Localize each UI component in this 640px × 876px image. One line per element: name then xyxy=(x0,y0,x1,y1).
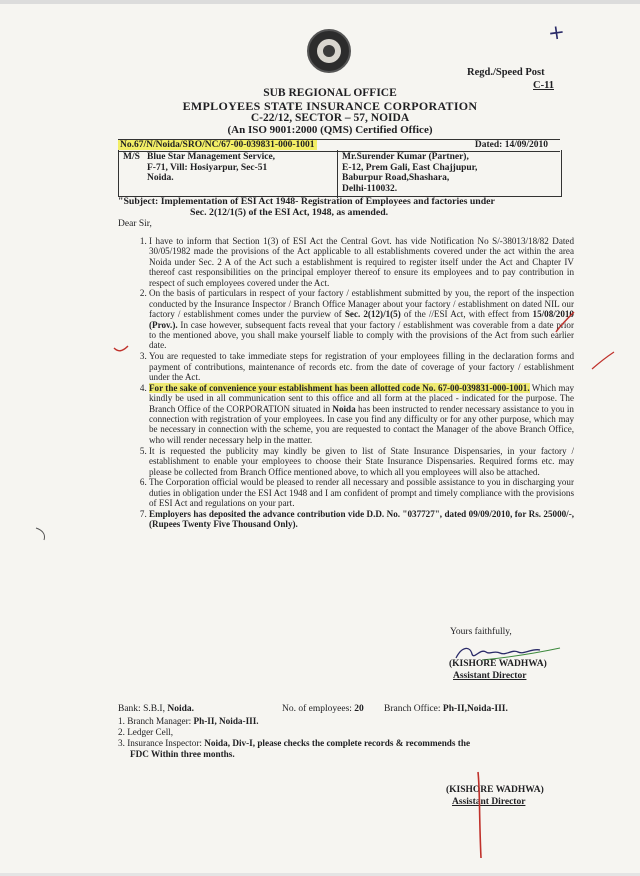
office-address: C-22/12, SECTOR – 57, NOIDA xyxy=(250,112,410,124)
red-pen-mark-icon xyxy=(470,770,490,860)
paragraph-6 xyxy=(149,477,574,508)
subject-line xyxy=(118,197,558,218)
cc-1-label: 1. Branch Manager: xyxy=(118,716,192,726)
paragraph-4 xyxy=(149,383,574,445)
organisation-name: EMPLOYEES STATE INSURANCE CORPORATION xyxy=(182,99,478,113)
cc-item-2: 2. Ledger Cell, xyxy=(118,727,174,737)
yours-faithfully: Yours faithfully, xyxy=(450,627,512,637)
copy-to-list xyxy=(118,716,558,760)
esic-emblem-icon xyxy=(307,29,351,73)
paragraph-2-effective-date: 15/08/2010 (Prov.). xyxy=(149,309,574,330)
cc-3-value: Noida, Div-I, please checks the complete records & recommends the xyxy=(204,738,471,748)
signatory-name-2: (KISHORE WADHWA) xyxy=(446,785,544,795)
paragraph-2-text-e: In case however, subsequent facts reveal that your factory / establishment was coverable from a date prior to the mentioned above, you shall make yourself liable to comply with the provisions of the Act from such earlier date. xyxy=(149,319,574,351)
paragraph-7 xyxy=(149,509,574,530)
signatory-name: (KISHORE WADHWA) xyxy=(449,659,547,669)
paragraph-5 xyxy=(149,446,574,477)
branch-office-label: Branch Office: xyxy=(384,704,441,714)
cc-item-1 xyxy=(118,716,558,727)
reference-number: No.67/N/Noida/SRO/NC/67-00-039831-000-1001 xyxy=(120,140,315,150)
branch-office-value: Ph-II,Noida-III. xyxy=(442,704,508,714)
bank-value: Noida. xyxy=(167,704,195,714)
addressee-box xyxy=(118,150,562,197)
cc-item-3-cont: FDC Within three months. xyxy=(130,749,235,759)
office-name: SUB REGIONAL OFFICE xyxy=(263,87,397,99)
regd-speed-post: Regd./Speed Post xyxy=(467,67,545,78)
bank-label: Bank: S.B.I, xyxy=(118,704,165,714)
establishment-address: Blue Star Management Service, F-71, Vill: Hosiyarpur, Sec-51 Noida. xyxy=(147,152,276,183)
paragraph-4-text-b: Which may kindly be used in all communication sent to this office and all form at the placed - indicated for the purpose. The Branch Office of the CORPORATION situated in xyxy=(149,382,574,414)
subject-line-2: Sec. 2(12/1(5) of the ESI Act, 1948, as amended. xyxy=(190,206,389,218)
paragraph-3 xyxy=(149,351,574,382)
paragraph-5-text: It is requested the publicity may kindly be given to list of State Insurance Dispensaries, in your factory / establishment to enable your employees to choose their State Insurance Dispensaries. Required forms etc. may please be collected from Branch Office mentioned above, to which all you employees will also be attached. xyxy=(149,445,574,477)
paragraph-2-section: Sec. 2(12)/1(5) xyxy=(344,309,401,320)
partner-address: Mr.Surender Kumar (Partner), E-12, Prem Gali, East Chajjupur, Baburpur Road,Shashara, Delhi-110032. xyxy=(337,150,560,198)
salutation: Dear Sir, xyxy=(118,219,152,229)
paragraph-1-text: I have to inform that Section 1(3) of ESI Act the Central Govt. has vide Notification No S/-38013/18/82 Dated 30/05/1982 made the provisions of the Act applicable to all establishments covered under the act within the area Noida under Sec. 2 A of the Act such a establishment is required to register itself under the Act and Chapter IV thereof cast responsibilities on the principal employer thereof to ensure its employees and to pay contribution in respect of such employees covered under the Act. xyxy=(149,236,574,288)
paragraph-6-text: The Corporation official would be pleased to render all necessary and possible assistance to you in discharging your duties in obligation under the ESI Act 1948 and I am confident of prompt and timely compliance with the provisions of ESI Act and regulations on your part. xyxy=(149,477,574,509)
signatory-title-2: Assistant Director xyxy=(452,797,526,807)
bank-line xyxy=(118,704,558,714)
subject-line-1: "Subject: Implementation of ESI Act 1948- Registration of Employees and factories under xyxy=(118,196,495,207)
ms-prefix: M/S xyxy=(123,152,140,162)
cc-3-label: 3. Insurance Inspector: xyxy=(118,738,202,748)
paragraph-3-text: You are requested to take immediate steps for registration of your employees filling in the declaration forms and payment of contributions, maintenance of records etc. from the date of coverage of your factory / establishment under the Act. xyxy=(149,351,574,383)
paragraph-7-text: Employers has deposited the advance contribution vide D.D. No. "037727", dated 09/09/2010, for Rs. 25000/-, (Rupees Twenty Five Thousand Only). xyxy=(149,508,574,530)
paragraph-2 xyxy=(149,288,574,350)
iso-certification: (An ISO 9001:2000 (QMS) Certified Office) xyxy=(227,124,433,136)
numbered-paragraphs xyxy=(132,236,574,530)
paragraph-4-branch: Noida xyxy=(332,403,356,414)
cc-item-3 xyxy=(118,738,558,749)
branch-office xyxy=(384,704,508,714)
cc-1-value: Ph-II, Noida-III. xyxy=(193,716,259,726)
form-code: C-11 xyxy=(533,80,554,91)
paragraph-1 xyxy=(149,236,574,288)
paragraph-4-text-d: has been instructed to render necessary assistance to you in connection with registration of your employees. In case you find any difficulty or for any other purpose, which may be necessary in connection with the scheme, you are requested to contact the Manager of the above Branch Office, who will render necessary help in the matter. xyxy=(149,403,574,445)
signatory-title: Assistant Director xyxy=(453,671,527,681)
employees-value: 20 xyxy=(354,704,364,714)
paragraph-2-text-a: On the basis of particulars in respect of your factory / establishment submitted by you, the report of the inspection conducted by the Insurance Inspector / Branch Office Manager about your factory / establishment on dated NIL our factory / establishment comes under the purview of xyxy=(149,288,574,320)
pen-plus-mark-icon: + xyxy=(546,18,567,46)
allotted-code-highlight: For the sake of convenience your establishment has been allotted code No. 67-00-039831-000-1001. xyxy=(149,382,530,393)
employees-label: No. of employees: xyxy=(282,704,352,714)
paragraph-2-text-c: of the //ESI Act, with effect from xyxy=(400,309,533,320)
scan-edge-top xyxy=(0,0,640,4)
employees-count xyxy=(282,704,364,714)
letter-date: Dated: 14/09/2010 xyxy=(474,140,548,150)
